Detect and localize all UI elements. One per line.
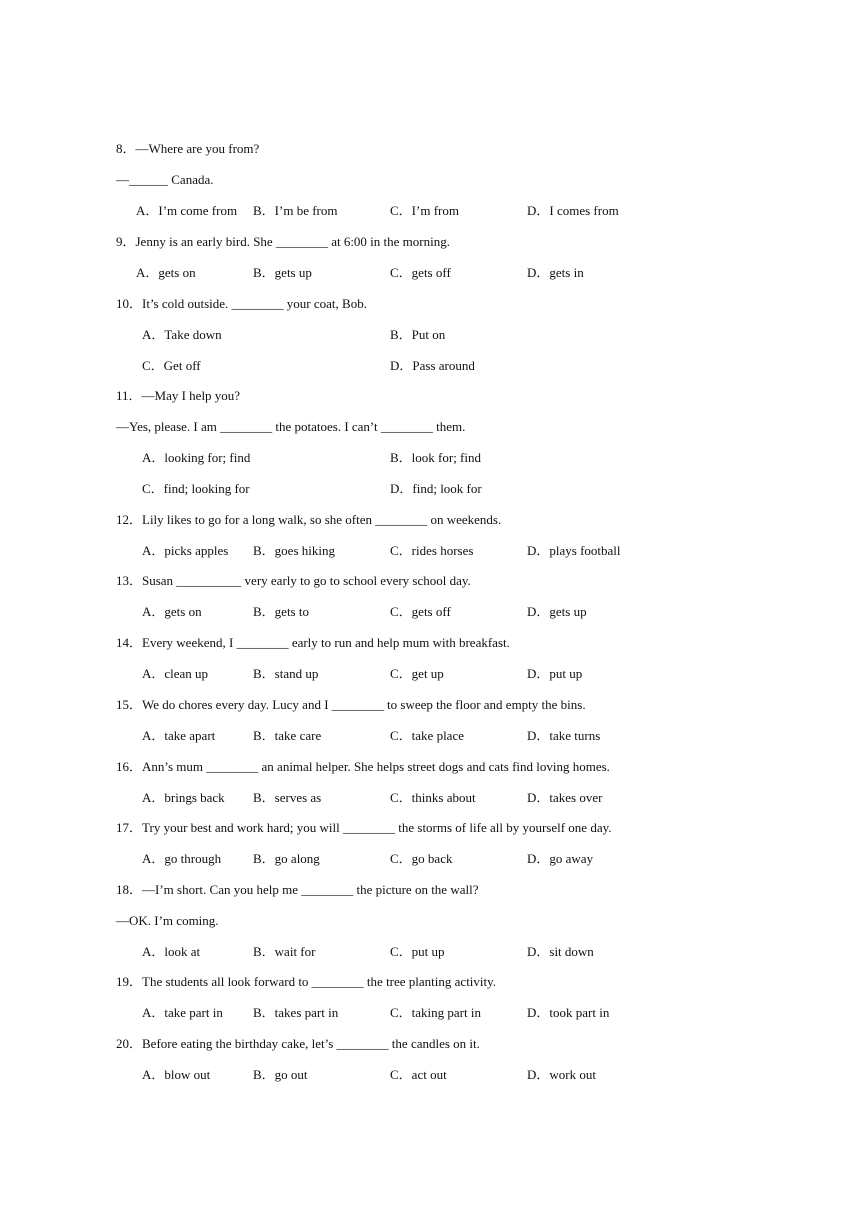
question-14-option-d: D．put up [527, 666, 583, 681]
question-16-option-d: D．takes over [527, 790, 603, 805]
question-20-option-c: C．act out [390, 1067, 447, 1082]
question-12-stem: 12．Lily likes to go for a long walk, so she often ________ on weekends. [116, 512, 502, 527]
question-18-option-b: B．wait for [253, 944, 316, 959]
question-8-option-d: D．I comes from [527, 203, 619, 218]
question-17-stem: 17．Try your best and work hard; you will ________ the storms of life all by yourself one day. [116, 820, 612, 835]
question-15-option-b: B．take care [253, 728, 322, 743]
question-15-stem: 15．We do chores every day. Lucy and I ________ to sweep the floor and empty the bins. [116, 697, 586, 712]
question-19-option-c: C．taking part in [390, 1005, 481, 1020]
question-16-option-c: C．thinks about [390, 790, 476, 805]
question-8-option-a: A．I’m come from [136, 203, 238, 218]
question-18-option-c: C．put up [390, 944, 445, 959]
question-15-option-c: C．take place [390, 728, 464, 743]
question-17-option-d: D．go away [527, 851, 594, 866]
question-12-option-c: C．rides horses [390, 543, 474, 558]
question-18-option-a: A．look at [142, 944, 201, 959]
question-20-option-b: B．go out [253, 1067, 308, 1082]
question-15-option-a: A．take apart [142, 728, 216, 743]
question-12-option-b: B．goes hiking [253, 543, 335, 558]
question-16-stem: 16．Ann’s mum ________ an animal helper. She helps street dogs and cats find loving homes. [116, 759, 610, 774]
question-17-option-c: C．go back [390, 851, 453, 866]
question-19-option-a: A．take part in [142, 1005, 223, 1020]
question-9-option-b: B．gets up [253, 265, 312, 280]
question-16-option-b: B．serves as [253, 790, 322, 805]
question-8-option-c: C．I’m from [390, 203, 459, 218]
question-11-option-b: B．look for; find [390, 450, 481, 465]
question-9-option-d: D．gets in [527, 265, 584, 280]
question-11-option-a: A．looking for; find [142, 450, 251, 465]
question-20-stem: 20．Before eating the birthday cake, let’s ________ the candles on it. [116, 1036, 480, 1051]
question-11-option-d: D．find; look for [390, 481, 482, 496]
question-13-option-b: B．gets to [253, 604, 309, 619]
question-9-option-a: A．gets on [136, 265, 196, 280]
question-15-option-d: D．take turns [527, 728, 601, 743]
question-11-stem-line-1: 11．—May I help you? [116, 388, 241, 403]
question-8-stem-line-1: 8．—Where are you from? [116, 141, 260, 156]
question-9-stem: 9．Jenny is an early bird. She ________ at 6:00 in the morning. [116, 234, 450, 249]
question-14-option-a: A．clean up [142, 666, 209, 681]
question-10-option-d: D．Pass around [390, 358, 475, 373]
question-12-option-a: A．picks apples [142, 543, 229, 558]
question-20-option-a: A．blow out [142, 1067, 211, 1082]
question-19-option-b: B．takes part in [253, 1005, 339, 1020]
question-8-stem-line-2: —______ Canada. [116, 172, 214, 187]
question-17-option-b: B．go along [253, 851, 320, 866]
question-19-option-d: D．took part in [527, 1005, 610, 1020]
question-13-option-a: A．gets on [142, 604, 202, 619]
question-10-stem: 10．It’s cold outside. ________ your coat, Bob. [116, 296, 367, 311]
question-17-option-a: A．go through [142, 851, 222, 866]
question-20-option-d: D．work out [527, 1067, 596, 1082]
question-14-option-c: C．get up [390, 666, 444, 681]
question-14-option-b: B．stand up [253, 666, 319, 681]
question-18-stem-line-1: 18．—I’m short. Can you help me ________ the picture on the wall? [116, 882, 479, 897]
question-10-option-c: C．Get off [142, 358, 201, 373]
question-16-option-a: A．brings back [142, 790, 225, 805]
question-13-option-c: C．gets off [390, 604, 451, 619]
question-9-option-c: C．gets off [390, 265, 451, 280]
question-10-option-a: A．Take down [142, 327, 222, 342]
question-10-option-b: B．Put on [390, 327, 446, 342]
question-8-option-b: B．I’m be from [253, 203, 338, 218]
question-11-option-c: C．find; looking for [142, 481, 250, 496]
question-12-option-d: D．plays football [527, 543, 621, 558]
question-11-stem-line-2: —Yes, please. I am ________ the potatoes. I can’t ________ them. [116, 419, 466, 434]
question-13-option-d: D．gets up [527, 604, 587, 619]
question-18-stem-line-2: —OK. I’m coming. [116, 913, 219, 928]
question-14-stem: 14．Every weekend, I ________ early to run and help mum with breakfast. [116, 635, 510, 650]
question-19-stem: 19．The students all look forward to ________ the tree planting activity. [116, 974, 497, 989]
question-13-stem: 13．Susan __________ very early to go to school every school day. [116, 573, 471, 588]
question-18-option-d: D．sit down [527, 944, 594, 959]
